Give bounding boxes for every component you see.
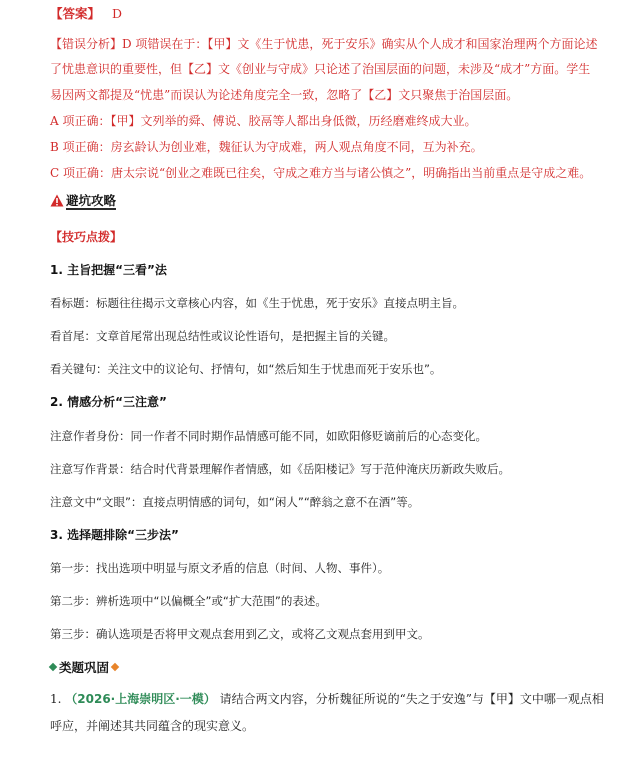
- section-2-heading: 2. 情感分析“三注意”: [50, 395, 167, 409]
- avoid-pitfalls-title: 避坑攻略: [66, 193, 117, 208]
- section-3-heading: 3. 选择题排除“三步法”: [50, 528, 179, 542]
- section-1-heading: 1. 主旨把握“三看”法: [50, 263, 167, 277]
- answer-label: 【答案】: [50, 6, 101, 21]
- question-line-1: [50, 691, 604, 707]
- consolidation-title: 类题巩固: [59, 660, 110, 675]
- section-2-item-1: 注意作者身份：同一作者不同时期作品情感可能不同，如欧阳修贬谪前后的心态变化。: [50, 429, 487, 443]
- error-analysis-line-2: 了忧患意识的重要性，但【乙】文《创业与守成》只论述了治国层面的问题，未涉及“成才”方面。学生: [50, 62, 591, 76]
- consolidation-heading: [50, 660, 118, 676]
- warning-icon: [50, 194, 64, 207]
- section-1-item-3: 看关键句：关注文中的议论句、抒情句，如“然后知生于忧患而死于安乐也”。: [50, 362, 442, 376]
- answer-line: [50, 6, 122, 22]
- option-a-analysis: A 项正确：【甲】文列举的舜、傅说、胶鬲等人都出身低微，历经磨难终成大业。: [50, 114, 477, 128]
- answer-value: D: [112, 6, 123, 21]
- option-b-analysis: B 项正确：房玄龄认为创业难，魏征认为守成难，两人观点角度不同，互为补充。: [50, 140, 483, 154]
- option-c-analysis: C 项正确：唐太宗说“创业之难既已往矣，守成之难方当与诸公慎之”，明确指出当前重点是守成之难。: [50, 166, 592, 180]
- question-line-2: 呼应，并阐述其共同蕴含的现实意义。: [50, 719, 255, 733]
- section-2-item-2: 注意写作背景：结合时代背景理解作者情感，如《岳阳楼记》写于范仲淹庆历新政失败后。: [50, 462, 510, 476]
- section-3-item-1: 第一步：找出选项中明显与原文矛盾的信息（时间、人物、事件）。: [50, 561, 390, 575]
- error-analysis-line-3: 易因两文都提及“忧患”而误认为论述角度完全一致，忽略了【乙】文只聚焦于治国层面。: [50, 88, 519, 102]
- question-text-1: 请结合两文内容，分析魏征所说的“失之于安逸”与【甲】文中哪一观点相: [219, 692, 604, 706]
- green-diamond-icon: [49, 663, 57, 671]
- orange-diamond-icon: [111, 663, 119, 671]
- question-number: 1.: [50, 692, 62, 706]
- avoid-pitfalls-heading: [50, 193, 116, 209]
- section-1-item-2: 看首尾：文章首尾常出现总结性或议论性语句，是把握主旨的关键。: [50, 329, 395, 343]
- error-analysis-line-1: 【错误分析】D 项错误在于：【甲】文《生于忧患，死于安乐》确实从个人成才和国家治理两个方面论述: [50, 37, 598, 51]
- section-3-item-3: 第三步：确认选项是否将甲文观点套用到乙文，或将乙文观点套用到甲文。: [50, 627, 430, 641]
- section-3-item-2: 第二步：辨析选项中“以偏概全”或“扩大范围”的表述。: [50, 594, 327, 608]
- section-2-item-3: 注意文中“文眼”：直接点明情感的词句，如“闲人”“醉翁之意不在酒”等。: [50, 495, 420, 509]
- question-source: （2026·上海崇明区·一模）: [65, 692, 216, 706]
- tips-label: 【技巧点拨】: [50, 230, 123, 244]
- section-1-item-1: 看标题：标题往往揭示文章核心内容，如《生于忧患，死于安乐》直接点明主旨。: [50, 296, 464, 310]
